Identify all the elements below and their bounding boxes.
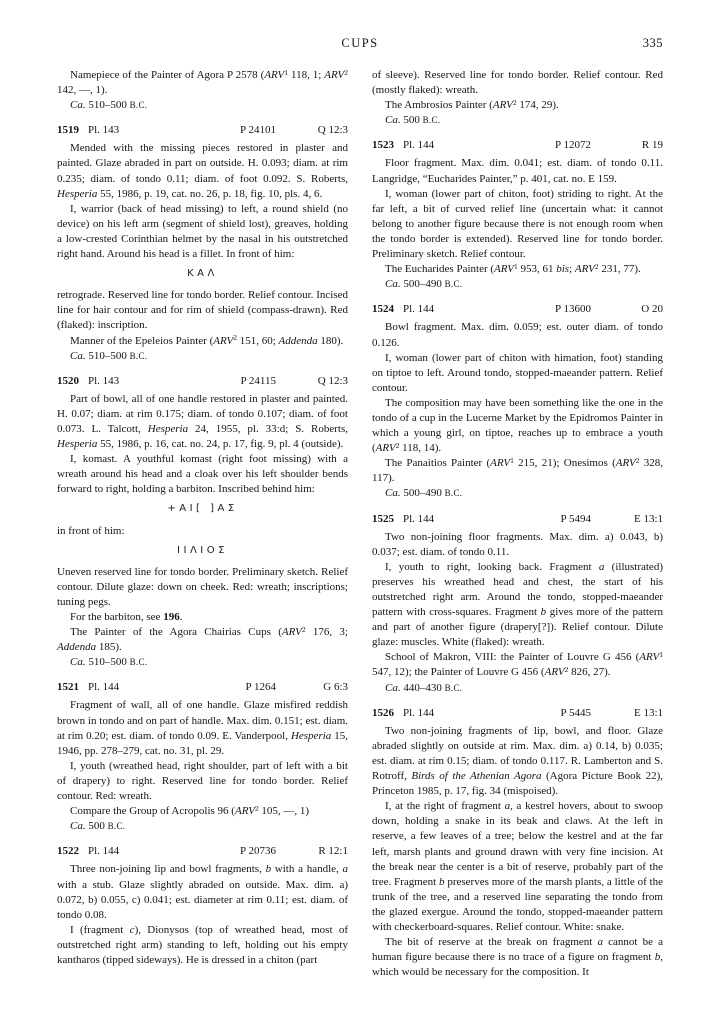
italic-text-run: ARV [544, 666, 565, 679]
inventory-number: P 12072 [555, 139, 591, 152]
italic-text-run: ARV [492, 99, 513, 112]
catalog-paragraph [372, 486, 663, 501]
grid-reference: G 6:3 [323, 681, 348, 694]
text-run: School of Makron, VIII: the Painter of Louvre G 456 ( [385, 651, 640, 664]
grid-reference: E 13:1 [633, 706, 663, 719]
italic-text-run: Ca. [70, 99, 86, 112]
catalog-entry-heading [372, 706, 663, 721]
text-run: 118, 1; [288, 69, 325, 81]
catalog-paragraph [57, 524, 348, 539]
text-run: with a stub. Glaze slightly abraded on outside. Max. dim. a) 0.072, b) 0.055, c) 0.041; est. diameter at rim 0.11; est. diam. of tondo 0.08. [57, 878, 348, 921]
text-run: 953, 61 [517, 263, 557, 276]
catalog-paragraph [57, 923, 348, 968]
smallcaps-text-run: B.C. [444, 279, 463, 290]
text-run: I, woman (lower part of chiton with himation, foot) standing on tiptoe to left. Around tondo, stopped-maeander pattern. Relief contour. [372, 351, 663, 394]
text-run: , a kestrel hovers, about to swoop down, holding a snake in its beak and claws. At the left in reserve, a few leaves of a tree; below the kestrel and at the far left, marsh plants and ground drawn with very fine incision. At the break near the center is a bit of reserve, probably part of the tree. Fragment [372, 800, 663, 888]
text-run: The Painter of the Agora Chairias Cups ( [70, 626, 282, 639]
text-run: 547, 12); the Painter of Louvre G 456 ( [372, 666, 545, 679]
entry-number: 1522 [57, 845, 79, 858]
text-run: (Agora Picture Book 22), Princeton 1985, p. 17, fig. 34 (mispoised). [372, 770, 663, 798]
text-run: The composition may have been something like the one in the tondo of a cup in the Lucerne Market by the Epidromos Painter in which a young girl, on tiptoe, reaches up to embrace a youth ( [372, 396, 663, 455]
text-run: 510–500 [85, 349, 130, 362]
text-run: Compare the Group of Acropolis 96 ( [70, 805, 235, 818]
superscript-text-run: 2 [564, 665, 569, 675]
text-run: 118, 14). [399, 442, 442, 455]
text-run: 440–430 [400, 681, 445, 694]
catalog-entry-heading [57, 374, 348, 389]
plate-reference: Pl. 144 [88, 845, 120, 858]
text-run: 500–490 [400, 278, 445, 291]
entry-number: 1524 [372, 303, 394, 316]
text-run: 142, —, 1). [57, 84, 108, 97]
text-run: 500 [400, 114, 423, 127]
catalog-paragraph [372, 799, 663, 935]
superscript-text-run: 2 [635, 455, 640, 465]
two-column-layout [57, 68, 663, 980]
entry-number: 1520 [57, 374, 79, 387]
grid-reference: Q 12:3 [317, 374, 348, 387]
text-run: Namepiece of the Painter of Agora P 2578 ( [70, 69, 265, 81]
text-run: I, woman (lower part of chiton, foot) striding to right. At the far left, a bit of curved relief line (uncertain what: it cannot belong to another figure because there is not enough room when the tondo border is extended). Reserved line for tondo border. Preliminary sketch. Relief contour. [372, 187, 663, 261]
text-run: 105, —, 1) [258, 805, 310, 818]
italic-text-run: Addenda [57, 641, 97, 654]
text-run: 174, 29). [516, 99, 559, 112]
entry-number: 1523 [372, 139, 394, 152]
catalog-paragraph [372, 68, 663, 98]
plate-reference: Pl. 144 [403, 139, 435, 152]
catalog-paragraph [57, 202, 348, 262]
plate-reference: Pl. 143 [88, 374, 120, 387]
catalog-entry-heading [372, 302, 663, 317]
left-column [57, 68, 348, 980]
catalog-paragraph [57, 804, 348, 819]
inventory-number: P 13600 [555, 303, 591, 316]
greek-inscription: ΙΙΛΙΟΣ [177, 544, 228, 556]
catalog-paragraph [372, 187, 663, 262]
text-run: Two non-joining fragments of lip, bowl, and floor. Glaze abraded slightly on outside at rim. Max. dim. a) 0.14, b) 0.035; est. diam. at rim 0.15; diam. of tondo 0.117. R. Lamberton and S. Rotroff, [372, 724, 663, 783]
catalog-paragraph [372, 530, 663, 560]
catalog-entry-heading [372, 512, 663, 527]
italic-text-run: ARV [574, 263, 595, 276]
text-run: 55, 1986, p. 19, cat. no. 26, p. 18, fig. 10, pls. 4, 6. [97, 187, 323, 200]
text-run: gives more of the pattern and part of another figure (drapery[?]). Relief contour. Dilute glaze: muscles. White (flaked): wreath. [372, 606, 663, 649]
text-run: Two non-joining floor fragments. Max. dim. a) 0.043, b) 0.037; est. diam. of tondo 0.11. [372, 530, 663, 558]
catalog-entry-heading [57, 680, 348, 695]
text-run: I, youth to right, looking back. Fragment [385, 560, 599, 573]
text-run: Part of bowl, all of one handle restored in plaster and painted. H. 0.07; diam. at rim 0.175; diam. of tondo 0.107; diam. of foot 0.073. L. Talcott, [57, 392, 348, 435]
italic-text-run: ARV [213, 334, 234, 347]
text-run: in front of him: [57, 524, 125, 537]
catalog-paragraph [57, 759, 348, 804]
italic-text-run: a [504, 800, 511, 813]
smallcaps-text-run: B.C. [129, 350, 148, 361]
catalog-paragraph [372, 560, 663, 651]
smallcaps-text-run: B.C. [107, 821, 126, 832]
grid-reference: R 12:1 [318, 845, 348, 858]
entry-number: 1521 [57, 681, 79, 694]
italic-text-run: ARV [281, 626, 302, 639]
plate-reference: Pl. 144 [403, 303, 435, 316]
text-run: ), Dionysos (top of wreathed head, most of outstretched right arm) standing to left, holding out his empty kantharos (tipped sideways). He is dressed in a chiton (part [57, 923, 348, 966]
text-run: 231, 77). [598, 263, 641, 276]
plate-reference: Pl. 144 [403, 512, 435, 525]
catalog-paragraph [57, 141, 348, 201]
italic-text-run: Ca. [70, 656, 86, 669]
text-run: with a handle, [271, 863, 343, 876]
grid-reference: Q 12:3 [317, 124, 348, 137]
text-run: 510–500 [85, 99, 130, 112]
catalog-entry-heading [57, 123, 348, 138]
inventory-number: P 24101 [240, 124, 276, 137]
catalog-paragraph [372, 935, 663, 980]
text-run: For the barbiton, see [70, 611, 164, 623]
catalog-paragraph [372, 113, 663, 128]
text-run: Uneven reserved line for tondo border. Preliminary sketch. Relief contour. Dilute glaze: down on cheek. Red: wreath; inscriptions; tuning pegs. [57, 565, 348, 608]
text-run: Bowl fragment. Max. dim. 0.059; est. outer diam. of tondo 0.126. [372, 321, 663, 349]
running-head-title: CUPS [341, 36, 379, 50]
text-run: Floor fragment. Max. dim. 0.041; est. diam. of tondo 0.11. Langridge, “Eucharides Painter,” p. 401, cat. no. E 159. [372, 157, 663, 185]
text-run: 24, 1955, pl. 33:d; S. Roberts, [188, 422, 349, 435]
grid-reference: O 20 [641, 303, 663, 316]
superscript-text-run: 2 [301, 624, 306, 634]
italic-text-run: Ca. [70, 349, 86, 362]
text-run: Mended with the missing pieces restored in plaster and painted. Glaze abraded in part on outside. H. 0.093; diam. at rim 0.235; diam. of tondo 0.11; diam. of foot 0.092. S. Roberts, [57, 142, 348, 185]
text-run: The Panaitios Painter ( [385, 457, 491, 470]
text-run: . [179, 611, 183, 623]
smallcaps-text-run: B.C. [444, 488, 463, 499]
italic-text-run: Ca. [385, 487, 401, 500]
text-run: 500–490 [400, 487, 445, 500]
text-run: The Ambrosios Painter ( [385, 99, 493, 112]
text-run: I, komast. A youthful komast (right foot missing) with a wreath around his head and a cloak over his left shoulder bends forward to right, holding a barbiton. Inscribed behind him: [57, 453, 348, 496]
inventory-number: P 20736 [240, 845, 276, 858]
text-run: I, at the right of fragment [385, 800, 505, 813]
text-run: 215, 21); Onesimos ( [513, 457, 616, 470]
text-run: I, youth (wreathed head, right shoulder, part of left with a bit of drapery) to right. Reserved line for tondo border. Relief contour. Red: wreath. [57, 759, 348, 803]
text-run: 151, 60; [236, 334, 279, 347]
text-run: preserves more of the marsh plants, a little of the trunk of the tree, and a reserved line separating the tondo from the glazed exergue. Around the tondo, stopped-maeander pattern with checkerboard-squares. Relief contour. White: snake. [372, 875, 663, 933]
italic-text-run: Ca. [385, 114, 401, 127]
text-run: Manner of the Epeleios Painter ( [70, 334, 214, 347]
entry-number: 1519 [57, 124, 79, 137]
smallcaps-text-run: B.C. [422, 115, 441, 126]
catalog-paragraph [57, 349, 348, 364]
italic-text-run: b [265, 863, 272, 876]
catalog-paragraph [57, 334, 348, 349]
text-run: 826, 27). [568, 666, 611, 679]
superscript-text-run: 2 [233, 333, 237, 343]
catalog-paragraph [372, 156, 663, 186]
superscript-text-run: 2 [395, 440, 400, 450]
italic-text-run: ARV [234, 805, 255, 818]
catalog-paragraph [372, 456, 663, 486]
italic-text-run: Ca. [385, 681, 401, 694]
italic-text-run: b [540, 606, 547, 619]
inventory-number: P 5494 [560, 512, 591, 525]
catalog-paragraph [57, 862, 348, 922]
plate-reference: Pl. 144 [403, 706, 435, 719]
text-run: 55, 1986, p. 16, cat. no. 24, p. 17, fig. 9, pl. 4 (outside). [97, 438, 344, 451]
page-number: 335 [642, 36, 663, 50]
italic-text-run: Addenda [278, 334, 318, 347]
catalog-paragraph [57, 655, 348, 670]
text-run: 510–500 [85, 656, 130, 669]
plate-reference: Pl. 144 [88, 681, 120, 694]
superscript-text-run: 1 [284, 67, 289, 77]
superscript-text-run: 2 [512, 97, 517, 107]
text-run: , which would be necessary for the composition. It [372, 951, 663, 979]
plate-reference: Pl. 143 [88, 124, 120, 137]
italic-text-run: ARV [490, 457, 511, 470]
catalog-paragraph [372, 681, 663, 696]
superscript-text-run: 1 [514, 261, 518, 271]
text-run: Three non-joining lip and bowl fragments, [70, 863, 266, 876]
catalog-paragraph [57, 452, 348, 497]
text-run: ; [569, 263, 575, 276]
catalog-paragraph [57, 698, 348, 758]
text-run: 180). [317, 334, 344, 347]
italic-text-run: ARV [375, 442, 396, 455]
italic-text-run: Ca. [385, 278, 401, 291]
italic-text-run: Hesperia [57, 187, 98, 200]
catalog-paragraph [57, 565, 348, 610]
italic-text-run: Hesperia [147, 422, 189, 435]
superscript-text-run: 2 [254, 803, 259, 813]
italic-text-run: Hesperia [290, 729, 332, 742]
text-run: cannot be a human figure because there is no trace of a figure on fragment [372, 936, 663, 964]
superscript-text-run: 1 [510, 455, 514, 465]
inventory-number: P 1264 [245, 681, 276, 694]
superscript-text-run: 2 [594, 261, 599, 271]
greek-inscription: ΚΑΛ [187, 268, 218, 280]
italic-text-run: a [598, 560, 605, 573]
catalog-paragraph [57, 98, 348, 113]
text-run: 15, 1946, pp. 278–279, cat. no. 31, pl. 29. [57, 729, 349, 757]
text-run: of sleeve). Reserved line for tondo border. Relief contour. Red (mostly flaked): wreath. [372, 69, 663, 97]
catalog-entry-heading [372, 138, 663, 153]
italic-text-run: a [342, 863, 348, 876]
italic-text-run: bis [556, 263, 570, 276]
superscript-text-run: 1 [659, 650, 663, 660]
smallcaps-text-run: B.C. [444, 682, 463, 693]
catalog-paragraph [372, 396, 663, 456]
grid-reference: R 19 [641, 139, 663, 152]
smallcaps-text-run: B.C. [129, 100, 148, 111]
italic-text-run: b [439, 875, 445, 888]
catalog-paragraph [372, 320, 663, 350]
right-column [372, 68, 663, 980]
italic-text-run: ARV [639, 651, 660, 664]
text-run: 176, 3; [305, 626, 348, 639]
italic-text-run: ARV [264, 69, 285, 81]
text-run: I, warrior (back of head missing) to left, a round shield (no device) on his left arm (segment of shield lost), greaves, holding a low-crested Corinthian helmet by the nasal in his outstretched right hand. Around his head is a fillet. In front of him: [57, 202, 348, 261]
entry-number: 1526 [372, 706, 394, 719]
entry-number: 1525 [372, 512, 394, 525]
catalog-paragraph [57, 68, 348, 98]
italic-text-run: ARV [494, 263, 515, 276]
grid-reference: E 13:1 [633, 512, 663, 525]
italic-text-run: c [129, 923, 135, 936]
bold-text-run: 196 [163, 611, 180, 623]
catalog-paragraph [372, 98, 663, 113]
smallcaps-text-run: B.C. [129, 657, 148, 668]
text-run: (illustrated) preserves his wreathed head and chest, the start of his outstretched right arm. Around the tondo, stopped-maeander pattern with cross-squares. Fragment [372, 560, 663, 619]
catalog-paragraph [57, 610, 348, 625]
text-run: 328, 117). [372, 457, 663, 485]
text-run: 185). [96, 641, 122, 654]
inventory-number: P 24115 [240, 374, 276, 387]
text-run: 500 [85, 820, 108, 833]
text-run: The bit of reserve at the break on fragment [385, 936, 598, 949]
italic-text-run: Ca. [70, 820, 86, 833]
catalog-paragraph [372, 650, 663, 680]
text-run: The Eucharides Painter ( [385, 263, 495, 276]
italic-text-run: Birds of the Athenian Agora [411, 770, 542, 783]
italic-text-run: ARV [615, 457, 636, 470]
catalog-paragraph [57, 392, 348, 452]
italic-text-run: a [597, 936, 603, 949]
italic-text-run: ARV [324, 69, 345, 81]
greek-inscription: +ΑΙ[ ]ΑΣ [167, 503, 238, 515]
italic-text-run: b [654, 951, 661, 964]
catalog-entry-heading [57, 844, 348, 859]
catalog-paragraph [57, 288, 348, 333]
catalog-paragraph [372, 277, 663, 292]
inventory-number: P 5445 [560, 706, 591, 719]
text-run: I (fragment [70, 923, 130, 936]
catalog-paragraph [57, 819, 348, 834]
text-run: Fragment of wall, all of one handle. Glaze misfired reddish brown in tondo and on part of handle. Max. dim. 0.151; est. diam. at rim 0.20; est. diam. of tondo 0.09. E. Vanderpool, [57, 699, 348, 742]
catalog-paragraph [372, 351, 663, 396]
catalog-paragraph [372, 724, 663, 799]
catalog-paragraph [57, 625, 348, 655]
catalog-paragraph [372, 262, 663, 277]
italic-text-run: Hesperia [57, 438, 98, 451]
running-header [57, 36, 663, 51]
text-run: retrograde. Reserved line for tondo border. Relief contour. Incised line for hair contour and for rim of shield (compass-drawn). Red (flaked): inscription. [57, 289, 348, 332]
superscript-text-run: 2 [344, 67, 348, 77]
